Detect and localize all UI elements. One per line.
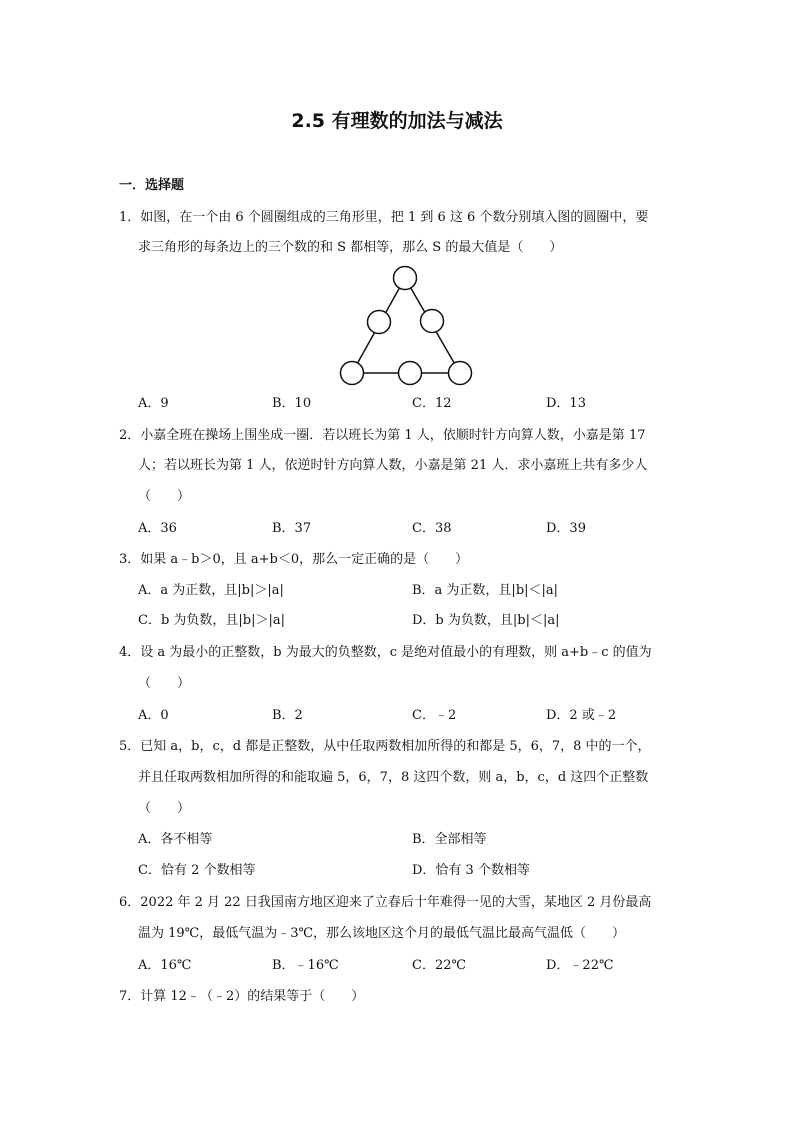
question-1-line-1: 1．如图，在一个由 6 个圆圈组成的三角形里，把 1 到 6 这 6 个数分别填入图的圆圈中，要 — [119, 210, 649, 225]
q1-option-c: C．12 — [412, 396, 452, 411]
q1-option-b: B．10 — [272, 396, 312, 411]
q4-option-d: D．2 或﹣2 — [546, 708, 617, 723]
question-2-line-1: 2．小嘉全班在操场上围坐成一圈．若以班长为第 1 人，依顺时针方向算人数，小嘉是第 17 — [119, 428, 646, 443]
question-5-line-1: 5．已知 a，b，c，d 都是正整数，从中任取两数相加所得的和都是 5，6，7，8 中的一个， — [119, 739, 651, 754]
question-2-line-3: （ ） — [138, 489, 191, 504]
q5-option-d: D．恰有 3 个数相等 — [412, 863, 530, 878]
question-5-line-2: 并且任取两数相加所得的和能取遍 5，6，7，8 这四个数，则 a，b，c，d 这四个正整数 — [138, 770, 649, 785]
question-6-line-1: 6．2022 年 2 月 22 日我国南方地区迎来了立春后十年难得一见的大雪，某地区 2 月份最高 — [119, 895, 652, 910]
q3-option-d: D．b 为负数，且|b|＜|a| — [412, 613, 560, 628]
q4-option-a: A．0 — [138, 708, 169, 723]
circle-bottom-left — [341, 362, 364, 385]
q1-option-d: D．13 — [546, 396, 586, 411]
circle-bottom-mid — [399, 362, 422, 385]
section-heading: 一．选择题 — [119, 178, 185, 193]
circle-left-mid — [368, 311, 391, 334]
q2-option-a: A．36 — [138, 521, 177, 536]
q6-option-c: C．22℃ — [412, 958, 467, 973]
question-7-line-1: 7．计算 12﹣（﹣2）的结果等于（ ） — [119, 989, 365, 1004]
q1-option-a: A．9 — [138, 396, 169, 411]
question-6-line-2: 温为 19℃，最低气温为﹣3℃，那么该地区这个月的最低气温比最高气温低（ ） — [138, 926, 626, 941]
q5-option-b: B．全部相等 — [412, 832, 487, 847]
circle-top — [394, 267, 417, 290]
question-2-line-2: 人；若以班长为第 1 人，依逆时针方向算人数，小嘉是第 21 人．求小嘉班上共有多少人 — [138, 458, 648, 473]
q3-option-c: C．b 为负数，且|b|＞|a| — [138, 613, 285, 628]
question-4-line-2: （ ） — [138, 676, 191, 691]
q6-option-a: A．16℃ — [138, 958, 192, 973]
q3-option-b: B．a 为正数，且|b|＜|a| — [412, 583, 559, 598]
circle-right-mid — [421, 310, 444, 333]
q2-option-b: B．37 — [272, 521, 312, 536]
q2-option-d: D．39 — [546, 521, 586, 536]
page-title: 2.5 有理数的加法与减法 — [291, 110, 503, 132]
q4-option-c: C．﹣2 — [412, 708, 457, 723]
q3-option-a: A．a 为正数，且|b|＞|a| — [138, 583, 284, 598]
question-5-line-3: （ ） — [138, 801, 191, 816]
q2-option-c: C．38 — [412, 521, 452, 536]
question-3-line-1: 3．如果 a﹣b＞0，且 a+b＜0，那么一定正确的是（ ） — [119, 552, 469, 567]
circle-bottom-right — [449, 362, 472, 385]
q6-option-d: D．﹣22℃ — [546, 958, 614, 973]
q5-option-a: A．各不相等 — [138, 832, 213, 847]
question-4-line-1: 4．设 a 为最小的正整数，b 为最大的负整数，c 是绝对值最小的有理数，则 a+b﹣c 的值为 — [119, 645, 652, 660]
triangle-of-circles-figure — [330, 262, 480, 392]
q6-option-b: B．﹣16℃ — [272, 958, 339, 973]
q4-option-b: B．2 — [272, 708, 303, 723]
q5-option-c: C．恰有 2 个数相等 — [138, 863, 256, 878]
question-1-line-2: 求三角形的每条边上的三个数的和 S 都相等，那么 S 的最大值是（ ） — [138, 240, 563, 255]
